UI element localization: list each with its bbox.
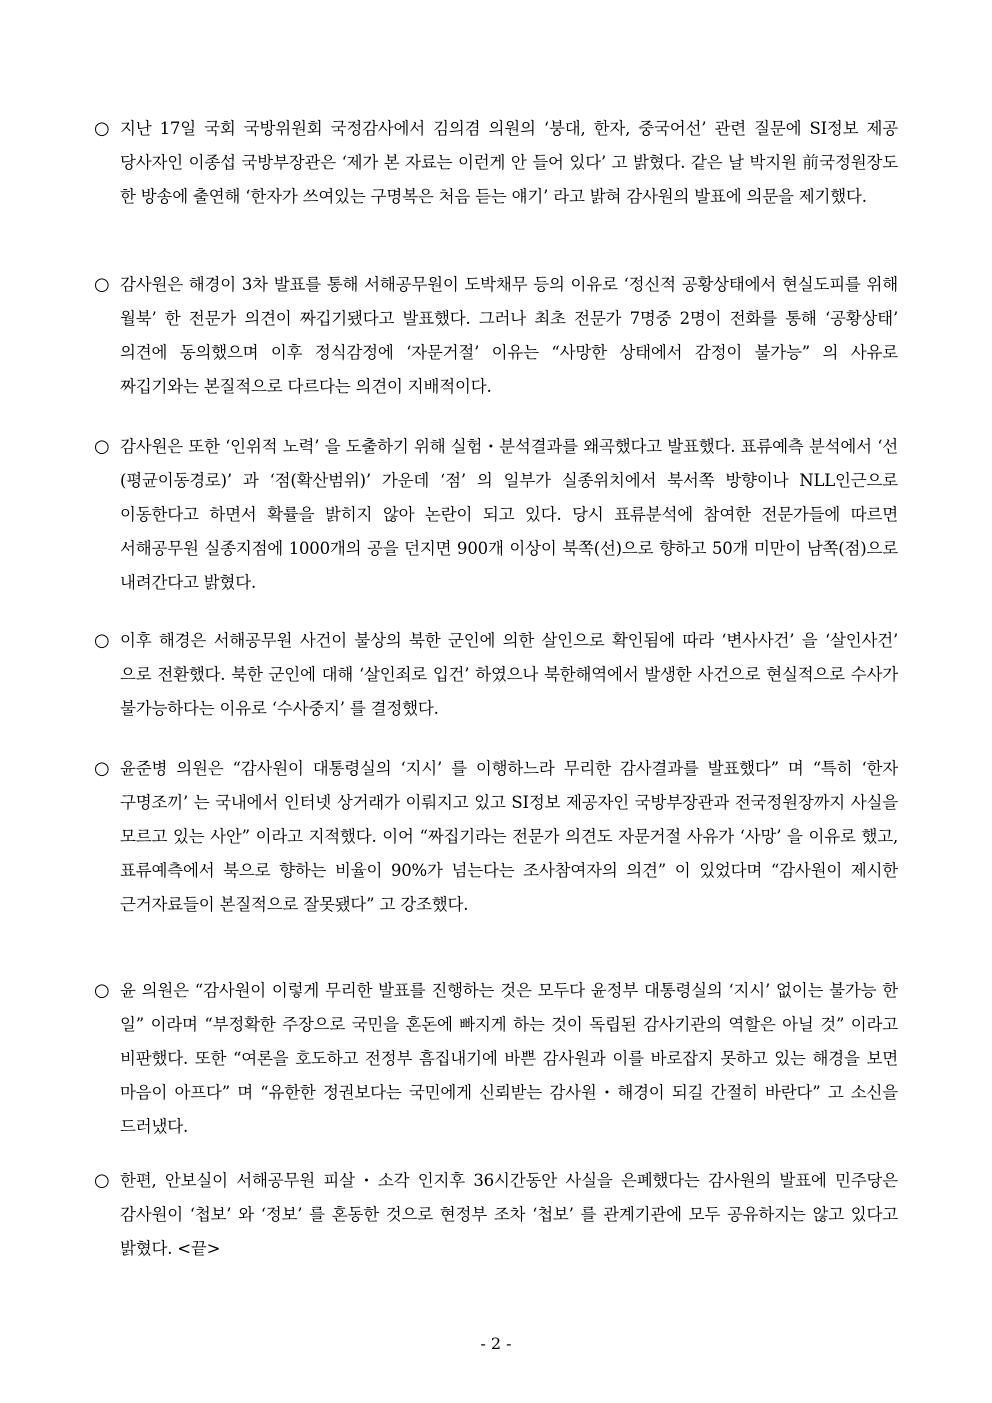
paragraph-7 [94, 1164, 898, 1266]
bullet-circle-icon: ○ [94, 980, 110, 1001]
paragraph-6 [94, 974, 898, 1144]
bullet-circle-icon: ○ [94, 1170, 110, 1191]
bullet-circle-icon: ○ [94, 630, 110, 651]
paragraph-3 [94, 430, 898, 600]
paragraph-text: 감사원은 또한 ‘인위적 노력’ 을 도출하기 위해 실험・분석결과를 왜곡했다고 발표했다. 표류예측 분석에서 ‘선(평균이동경로)’ 과 ‘점(확산범위)’ 가운데 ‘점’ 의 일부가 실종위치에서 북서쪽 방향이나 NLL인근으로 이동한다고 하면서 확률을 밝히지 않아 논란이 되고 있다. 당시 표류분석에 참여한 전문가들에 따르면 서해공무원 실종지점에 1000개의 공을 던지면 900개 이상이 북쪽(선)으로 향하고 50개 미만이 남쪽(점)으로 내려간다고 밝혔다. [120, 437, 898, 592]
paragraph-text: 윤준병 의원은 “감사원이 대통령실의 ‘지시’ 를 이행하느라 무리한 감사결과를 발표했다” 며 “특히 ‘한자 구명조끼’ 는 국내에서 인터넷 상거래가 이뤄지고 있고 SI정보 제공자인 국방부장관과 전국정원장까지 사실을 모르고 있는 사안” 이라고 지적했다. 이어 “짜집기라는 전문가 의견도 자문거절 사유가 ‘사망’ 을 이유로 했고, 표류예측에서 북으로 향하는 비율이 90%가 넘는다는 조사참여자의 의견” 이 있었다며 “감사원이 제시한 근거자료들이 본질적으로 잘못됐다” 고 강조했다. [120, 759, 898, 914]
paragraph-text: 감사원은 해경이 3차 발표를 통해 서해공무원이 도박채무 등의 이유로 ‘정신적 공황상태에서 현실도피를 위해 월북’ 한 전문가 의견이 짜깁기됐다고 발표했다. 그러나 최초 전문가 7명중 2명이 전화를 통해 ‘공황상태’ 의견에 동의했으며 이후 정식감정에 ‘자문거절’ 이유는 “사망한 상태에서 감정이 불가능” 의 사유로 짜깁기와는 본질적으로 다르다는 의견이 지배적이다. [120, 275, 898, 396]
paragraph-1 [94, 112, 898, 214]
bullet-circle-icon: ○ [94, 436, 110, 457]
paragraph-4 [94, 624, 898, 726]
bullet-circle-icon: ○ [94, 758, 110, 779]
paragraph-text: 이후 해경은 서해공무원 사건이 불상의 북한 군인에 의한 살인으로 확인됨에 따라 ‘변사사건’ 을 ‘살인사건’ 으로 전환했다. 북한 군인에 대해 ‘살인죄로 입건’ 하였으나 북한해역에서 발생한 사건으로 현실적으로 수사가 불가능하다는 이유로 ‘수사중지’ 를 결정했다. [120, 631, 898, 718]
page-number: - 2 - [480, 1334, 512, 1353]
paragraph-2 [94, 268, 898, 404]
paragraph-text: 한편, 안보실이 서해공무원 피살・소각 인지후 36시간동안 사실을 은폐했다는 감사원의 발표에 민주당은 감사원이 ‘첩보’ 와 ‘정보’ 를 혼동한 것으로 현정부 조차 ‘첩보’ 를 관계기관에 모두 공유하지는 않고 있다고 밝혔다. <끝> [120, 1171, 898, 1258]
paragraph-text: 윤 의원은 “감사원이 이렇게 무리한 발표를 진행하는 것은 모두다 윤정부 대통령실의 ‘지시’ 없이는 불가능 한 일” 이라며 “부정확한 주장으로 국민을 혼돈에 빠지게 하는 것이 독립된 감사기관의 역할은 아닐 것” 이라고 비판했다. 또한 “여론을 호도하고 전정부 흠집내기에 바쁜 감사원과 이를 바로잡지 못하고 있는 해경을 보면 마음이 아프다” 며 “유한한 정권보다는 국민에게 신뢰받는 감사원・해경이 되길 간절히 바란다” 고 소신을 드러냈다. [120, 981, 898, 1136]
paragraph-text: 지난 17일 국회 국방위원회 국정감사에서 김의겸 의원의 ‘붕대, 한자, 중국어선’ 관련 질문에 SI정보 제공 당사자인 이종섭 국방부장관은 ‘제가 본 자료는 이런게 안 들어 있다’ 고 밝혔다. 같은 날 박지원 前국정원장도 한 방송에 출연해 ‘한자가 쓰여있는 구명복은 처음 듣는 얘기’ 라고 밝혀 감사원의 발표에 의문을 제기했다. [120, 119, 898, 206]
paragraph-5 [94, 752, 898, 922]
bullet-circle-icon: ○ [94, 274, 110, 295]
bullet-circle-icon: ○ [94, 118, 110, 139]
